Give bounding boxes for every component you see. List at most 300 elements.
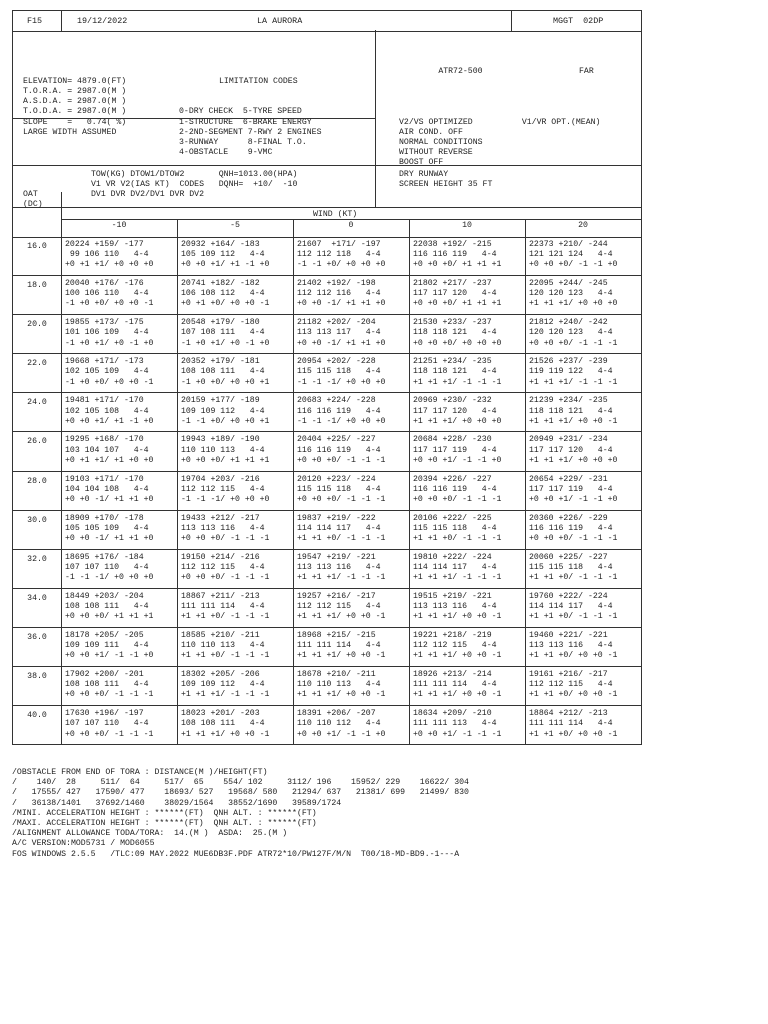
cell-line: +1 +1 +1/ +0 +0 -1 (297, 612, 386, 622)
cell-line: +0 +0 +0/ -1 -1 -1 (413, 494, 502, 504)
cell-line: 103 104 107 4-4 (65, 445, 149, 455)
cell-line: 20654 +229/ -231 (529, 474, 608, 484)
runway-data-line: T.O.D.A. = 2987.0(M ) (23, 107, 127, 117)
runway-condition-line: SCREEN HEIGHT 35 FT (399, 180, 493, 190)
cell-line: 111 111 114 4-4 (413, 680, 497, 690)
cell-line: +1 +1 +1/ +0 +0 -1 (413, 612, 502, 622)
runway-data-line: A.S.D.A. = 2987.0(M ) (23, 97, 127, 107)
table-row (13, 510, 641, 549)
cell-line: 19547 +219/ -221 (297, 552, 376, 562)
table-cell (297, 279, 413, 310)
cell-line: 107 107 110 4-4 (65, 719, 149, 729)
cell-line: -1 -1 +0/ +0 +0 +0 (297, 260, 386, 270)
table-cell (297, 475, 413, 506)
cell-line: +0 +0 +1/ -1 -1 +0 (65, 651, 154, 661)
footer-line: FOS WINDOWS 2.5.5 /TLC:09 MAY.2022 MUE6DB3F.PDF ATR72*10/PW127F/M/N T00/18-MD-BD9.-1---A (12, 849, 460, 859)
runway-condition-line: DRY RUNWAY (399, 170, 449, 179)
cell-line: +0 +0 +0/ +1 +1 +1 (413, 299, 502, 309)
table-cell (181, 357, 297, 388)
cell-line: 102 105 108 4-4 (65, 406, 149, 416)
cell-line: 111 111 114 4-4 (297, 641, 381, 651)
table-cell (297, 514, 413, 545)
cell-line: 116 116 119 4-4 (297, 445, 381, 455)
takeoff-weight-table (12, 237, 642, 745)
cell-line: -1 -1 +0/ +0 +0 +1 (181, 416, 270, 426)
divider (375, 30, 376, 165)
cell-line: +1 +1 +0/ -1 -1 -1 (297, 534, 386, 544)
table-cell (65, 514, 181, 545)
cell-line: 21182 +202/ -204 (297, 318, 376, 328)
table-cell (297, 357, 413, 388)
cell-line: 118 118 121 4-4 (529, 406, 613, 416)
table-cell (529, 514, 645, 545)
table-cell (413, 709, 529, 740)
cell-line: -1 +0 +0/ +0 +0 -1 (65, 299, 154, 309)
cell-line: -1 -1 -1/ +0 +0 +0 (297, 416, 386, 426)
wind-col-minus5: -5 (230, 221, 240, 230)
cell-line: -1 -1 -1/ +0 +0 +0 (65, 573, 154, 583)
chart-date: 19/12/2022 (77, 16, 128, 26)
cell-line: 19810 +222/ -224 (413, 552, 492, 562)
cell-line: +0 +0 +0/ -1 -1 +0 (529, 260, 618, 270)
cell-line: 112 112 116 4-4 (297, 289, 381, 299)
cell-line: 108 108 111 4-4 (65, 680, 149, 690)
table-cell (65, 592, 181, 623)
table-cell (65, 357, 181, 388)
cell-line: 21607 +171/ -197 (297, 240, 381, 249)
table-cell (297, 396, 413, 427)
footer-line: / 140/ 28 511/ 64 517/ 65 554/ 102 3112/ 196 15952/ 229 16622/ 304 (12, 778, 469, 788)
regulation: FAR (579, 66, 594, 76)
limitation-codes-title: LIMITATION CODES (219, 76, 298, 86)
cell-line: 107 108 111 4-4 (181, 328, 265, 338)
divider (61, 432, 62, 470)
footer-line: /OBSTACLE FROM END OF TORA : DISTANCE(M )/HEIGHT(FT) (12, 768, 268, 777)
cell-line: 21402 +192/ -198 (297, 279, 376, 289)
cell-line: 110 110 112 4-4 (297, 719, 381, 729)
table-cell (297, 592, 413, 623)
config-line (399, 107, 600, 117)
cell-line: 20404 +225/ -227 (297, 435, 376, 445)
config-line: V2/VS OPTIMIZED V1/VR OPT.(MEAN) (399, 117, 601, 127)
cell-line: 17630 +196/ -197 (65, 709, 144, 719)
cell-line: 21802 +217/ -237 (413, 279, 492, 289)
cell-line: +0 +0 +0/ -1 -1 -1 (529, 534, 618, 544)
divider (13, 118, 375, 119)
config-line: BOOST OFF (399, 158, 444, 168)
divider (61, 11, 62, 31)
cell-line: -1 +0 +1/ +0 -1 +0 (181, 338, 270, 348)
cell-line: 113 113 117 4-4 (297, 328, 381, 338)
divider (61, 219, 641, 220)
cell-line: +0 +0 -1/ +1 +1 +0 (297, 299, 386, 309)
cell-line: 19460 +221/ -221 (529, 630, 608, 640)
cell-line: 112 112 115 4-4 (181, 484, 265, 494)
cell-line: +1 +1 +0/ -1 -1 -1 (529, 573, 618, 583)
cell-line: +1 +1 +1/ -1 -1 -1 (529, 377, 618, 387)
divider (61, 667, 62, 705)
cell-line: +1 +1 +1/ +0 +0 -1 (297, 651, 386, 661)
cell-line: -1 +0 +1/ +0 -1 +0 (65, 338, 154, 348)
cell-line: 109 109 111 4-4 (65, 641, 149, 651)
runway-data-line: ELEVATION= 4879.0(FT) (23, 76, 127, 86)
cell-line: 109 109 112 4-4 (181, 406, 265, 416)
oat-value: 24.0 (27, 398, 47, 408)
table-cell (529, 631, 645, 662)
cell-line: 120 120 123 4-4 (529, 289, 613, 299)
cell-line: +1 +1 +1/ -1 -1 -1 (413, 573, 502, 583)
cell-line: 22373 +210/ -244 (529, 240, 608, 249)
cell-line: 115 115 118 4-4 (297, 484, 381, 494)
cell-line: 19943 +189/ -190 (181, 435, 260, 445)
table-row (13, 705, 641, 744)
cell-line: +0 +0 +0/ +1 +1 +1 (181, 455, 270, 465)
table-cell (413, 631, 529, 662)
legend-lines (91, 170, 297, 201)
divider (61, 315, 62, 353)
cell-line: -1 -1 -1/ +0 +0 +0 (297, 377, 386, 387)
cell-line: +0 +0 +0/ +1 +1 +1 (65, 612, 154, 622)
cell-line: +0 +0 +1/ -1 -1 -1 (413, 729, 502, 739)
table-cell (297, 709, 413, 740)
footer-line: /ALIGNMENT ALLOWANCE TODA/TORA: 14.(M ) ASDA: 25.(M ) (12, 829, 288, 839)
cell-line: 105 105 109 4-4 (65, 523, 149, 533)
table-cell (413, 318, 529, 349)
footer-line: A/C VERSION:MOD5731 / MOD6055 (12, 839, 155, 849)
divider (61, 472, 62, 510)
table-cell (297, 435, 413, 466)
divider (61, 393, 62, 431)
cell-line: 20932 +164/ -183 (181, 240, 260, 249)
table-cell (413, 475, 529, 506)
cell-line: 17902 +200/ -201 (65, 670, 144, 680)
cell-line: +0 +1 +1/ +0 +0 +0 (65, 260, 154, 270)
table-cell (297, 318, 413, 349)
cell-line: 19433 +212/ -217 (181, 513, 260, 523)
table-row (13, 549, 641, 588)
cell-line: 109 109 112 4-4 (181, 680, 265, 690)
cell-line: +0 +0 -1/ +1 +1 +0 (65, 534, 154, 544)
oat-column-label: OAT (DC) (23, 190, 43, 210)
cell-line: +1 +1 +1/ +0 +0 -1 (413, 690, 502, 700)
cell-line: 116 116 119 4-4 (529, 523, 613, 533)
config-line: NORMAL CONDITIONS (399, 137, 483, 147)
table-row (13, 237, 641, 275)
table-cell (413, 592, 529, 623)
table-cell (413, 279, 529, 310)
cell-line: 20684 +228/ -230 (413, 435, 492, 445)
cell-line: +1 +1 +0/ +0 +0 -1 (529, 651, 618, 661)
cell-line: 101 106 109 4-4 (65, 328, 149, 338)
cell-line: 19855 +173/ -175 (65, 318, 144, 328)
oat-value: 16.0 (27, 242, 47, 251)
cell-line: 119 119 122 4-4 (529, 367, 613, 377)
wind-col-20: 20 (578, 221, 588, 230)
cell-line: 20224 +159/ -177 (65, 240, 144, 249)
cell-line: 19515 +219/ -221 (413, 591, 492, 601)
table-cell (413, 670, 529, 701)
cell-line: +1 +1 +1/ +0 +0 -1 (413, 651, 502, 661)
cell-line: 116 116 119 4-4 (297, 406, 381, 416)
cell-line: +0 +0 +0/ -1 -1 -1 (297, 494, 386, 504)
cell-line: 117 117 120 4-4 (529, 445, 613, 455)
cell-line: 113 113 116 4-4 (413, 602, 497, 612)
cell-line: 18449 +203/ -204 (65, 591, 144, 601)
cell-line: 18867 +211/ -213 (181, 591, 260, 601)
cell-line: +0 +0 +0/ -1 -1 -1 (65, 690, 154, 700)
cell-line: +1 +1 +0/ -1 -1 -1 (181, 612, 270, 622)
cell-line: +1 +1 +1/ +0 +0 -1 (297, 690, 386, 700)
cell-line: 121 121 124 4-4 (529, 250, 613, 260)
cell-line: 110 110 113 4-4 (297, 680, 381, 690)
cell-line: 19103 +171/ -170 (65, 474, 144, 484)
cell-line: 113 113 116 4-4 (181, 523, 265, 533)
cell-line: 112 112 118 4-4 (297, 250, 381, 260)
cell-line: 19481 +171/ -170 (65, 396, 144, 406)
wind-col-minus10: -10 (111, 221, 127, 230)
oat-value: 40.0 (27, 711, 47, 721)
cell-line: 22038 +192/ -215 (413, 240, 492, 249)
table-cell (181, 631, 297, 662)
table-row (13, 275, 641, 314)
cell-line: 116 116 119 4-4 (413, 484, 497, 494)
cell-line: 112 112 115 4-4 (181, 562, 265, 572)
table-row (13, 627, 641, 666)
table-row (13, 353, 641, 392)
table-cell (529, 553, 645, 584)
oat-value: 38.0 (27, 672, 47, 682)
divider (61, 628, 62, 666)
cell-line: 110 110 113 4-4 (181, 445, 265, 455)
cell-line: 114 114 117 4-4 (297, 523, 381, 533)
cell-line: 20060 +225/ -227 (529, 552, 608, 562)
cell-line: 20159 +177/ -189 (181, 396, 260, 406)
cell-line: 20352 +179/ -181 (181, 357, 260, 367)
cell-line: +1 +1 +1/ +0 +0 -1 (181, 729, 270, 739)
cell-line: 113 113 116 4-4 (297, 562, 381, 572)
table-cell (529, 709, 645, 740)
table-cell (297, 670, 413, 701)
cell-line: +1 +1 +1/ -1 -1 -1 (297, 573, 386, 583)
cell-line: +0 +0 +0/ +0 +0 +0 (413, 338, 502, 348)
cell-line: 22095 +244/ -245 (529, 279, 608, 289)
config-lines (399, 107, 600, 168)
cell-line: 20683 +224/ -228 (297, 396, 376, 406)
chart-footer (12, 768, 469, 860)
runway-data-lines (23, 77, 126, 138)
cell-line: 19760 +222/ -224 (529, 591, 608, 601)
cell-line: +1 +1 +1/ -1 -1 -1 (413, 377, 502, 387)
cell-line: 111 111 114 4-4 (181, 602, 265, 612)
cell-line: 100 106 110 4-4 (65, 289, 149, 299)
page-id: F15 (27, 16, 43, 26)
table-cell (65, 670, 181, 701)
table-cell (529, 279, 645, 310)
table-cell (297, 631, 413, 662)
cell-line: 118 118 121 4-4 (413, 367, 497, 377)
table-cell (413, 357, 529, 388)
divider (61, 511, 62, 549)
table-cell (413, 396, 529, 427)
limitation-code-line: 4-OBSTACLE 9-VMC (179, 148, 273, 158)
cell-line: +0 +0 -1/ +1 +1 +0 (297, 338, 386, 348)
oat-value: 30.0 (27, 515, 47, 525)
table-cell (297, 553, 413, 584)
cell-line: 117 117 119 4-4 (413, 445, 497, 455)
table-cell (529, 240, 645, 271)
table-cell (181, 553, 297, 584)
cell-line: +0 +0 +0/ -1 -1 -1 (181, 573, 270, 583)
cell-line: 19257 +216/ -217 (297, 591, 376, 601)
cell-line: 117 117 120 4-4 (413, 406, 497, 416)
cell-line: 19668 +171/ -173 (65, 357, 144, 367)
cell-line: 108 108 111 4-4 (181, 719, 265, 729)
table-cell (181, 514, 297, 545)
cell-line: 112 112 115 4-4 (297, 602, 381, 612)
wind-col-0: 0 (348, 221, 354, 230)
cell-line: 113 113 116 4-4 (529, 641, 613, 651)
cell-line: 115 115 118 4-4 (413, 523, 497, 533)
cell-line: +0 +0 -1/ +1 +1 +0 (65, 494, 154, 504)
cell-line: 105 109 112 4-4 (181, 250, 265, 260)
cell-line: +1 +1 +1/ +0 +0 +0 (413, 416, 502, 426)
table-row (13, 392, 641, 431)
airport-info-box (12, 30, 642, 166)
cell-line: 108 108 111 4-4 (181, 367, 265, 377)
table-cell (181, 279, 297, 310)
cell-line: 18023 +201/ -203 (181, 709, 260, 719)
cell-line: 19161 +216/ -217 (529, 670, 608, 680)
cell-line: 19221 +218/ -219 (413, 630, 492, 640)
oat-value: 36.0 (27, 632, 47, 642)
cell-line: 20969 +230/ -232 (413, 396, 492, 406)
cell-line: 107 107 110 4-4 (65, 562, 149, 572)
cell-line: 19295 +168/ -170 (65, 435, 144, 445)
table-row (13, 588, 641, 627)
cell-line: 20040 +176/ -176 (65, 279, 144, 289)
conditions-box (12, 165, 642, 208)
table-cell (529, 592, 645, 623)
limitation-code-line: 0-DRY CHECK 5-TYRE SPEED (179, 107, 302, 117)
table-cell (65, 240, 181, 271)
cell-line: 114 114 117 4-4 (413, 562, 497, 572)
divider (61, 276, 62, 314)
table-cell (181, 396, 297, 427)
cell-line: 20360 +226/ -229 (529, 513, 608, 523)
table-cell (529, 670, 645, 701)
cell-line: 20741 +182/ -182 (181, 279, 260, 289)
cell-line: 106 108 112 4-4 (181, 289, 265, 299)
cell-line: 117 117 120 4-4 (413, 289, 497, 299)
cell-line: 104 104 108 4-4 (65, 484, 149, 494)
cell-line: 120 120 123 4-4 (529, 328, 613, 338)
table-cell (413, 240, 529, 271)
cell-line: +0 +1 +0/ +0 +0 -1 (181, 299, 270, 309)
oat-value: 22.0 (27, 359, 47, 369)
runway-code: MGGT 02DP (553, 16, 604, 26)
table-cell (181, 475, 297, 506)
table-cell (529, 396, 645, 427)
runway-data-line: T.O.R.A. = 2987.0(M ) (23, 87, 127, 96)
oat-value: 28.0 (27, 476, 47, 486)
divider (61, 589, 62, 627)
cell-line: -1 +0 +0/ +0 +0 +1 (181, 377, 270, 387)
cell-line: +0 +0 +1/ +1 -1 +0 (181, 260, 270, 270)
legend-line: V1 VR V2(IAS KT) CODES DQNH= +10/ -10 (91, 180, 298, 190)
cell-line: 18909 +170/ -178 (65, 513, 144, 523)
table-cell (181, 709, 297, 740)
config-line: AIR COND. OFF (399, 127, 463, 137)
limitation-code-line: 3-RUNWAY 8-FINAL T.O. (179, 137, 307, 147)
cell-line: +1 +1 +0/ -1 -1 -1 (181, 651, 270, 661)
cell-line: 21239 +234/ -235 (529, 396, 608, 406)
footer-line: / 36138/1401 37692/1460 38029/1564 38552/1690 39589/1724 (12, 798, 342, 808)
footer-line: /MAXI. ACCELERATION HEIGHT : ******(FT) QNH ALT. : ******(FT) (12, 818, 317, 828)
table-cell (65, 709, 181, 740)
wind-col-10: 10 (462, 221, 472, 230)
divider (61, 706, 62, 744)
cell-line: +1 +1 +1/ +0 +0 -1 (529, 416, 618, 426)
cell-line: 18178 +205/ -205 (65, 630, 144, 640)
oat-value: 32.0 (27, 554, 47, 564)
cell-line: 19704 +203/ -216 (181, 474, 260, 484)
cell-line: 20949 +231/ -234 (529, 435, 608, 445)
table-cell (181, 318, 297, 349)
aircraft-type: ATR72-500 (438, 66, 483, 76)
cell-line: +0 +0 +0/ +1 +1 +1 (413, 260, 502, 270)
table-cell (65, 396, 181, 427)
cell-line: 115 115 118 4-4 (297, 367, 381, 377)
cell-line: 21526 +237/ -239 (529, 357, 608, 367)
divider (61, 550, 62, 588)
table-cell (529, 475, 645, 506)
table-cell (181, 670, 297, 701)
cell-line: 116 116 119 4-4 (413, 250, 497, 260)
runway-conditions (399, 170, 492, 190)
cell-line: +1 +1 +1/ +0 +0 +0 (529, 299, 618, 309)
wind-header (12, 207, 642, 238)
cell-line: +0 +0 +1/ +1 -1 +0 (65, 416, 154, 426)
airport-name: LA AURORA (257, 16, 303, 26)
table-cell (181, 240, 297, 271)
table-cell (297, 240, 413, 271)
cell-line: +0 +1 +1/ +1 +0 +0 (65, 455, 154, 465)
cell-line: 18678 +210/ -211 (297, 670, 376, 680)
table-cell (413, 514, 529, 545)
wind-title: WIND (KT) (313, 210, 358, 219)
cell-line: +0 +0 +1/ -1 -1 +0 (297, 729, 386, 739)
limitation-codes-list (179, 107, 322, 158)
cell-line: 118 118 121 4-4 (413, 328, 497, 338)
cell-line: 114 114 117 4-4 (529, 602, 613, 612)
cell-line: 110 110 113 4-4 (181, 641, 265, 651)
cell-line: 18695 +176/ -184 (65, 552, 144, 562)
cell-line: -1 -1 -1/ +0 +0 +0 (181, 494, 270, 504)
oat-value: 20.0 (27, 320, 47, 330)
cell-line: 20548 +179/ -180 (181, 318, 260, 328)
cell-line: +0 +0 +0/ -1 -1 -1 (297, 455, 386, 465)
cell-line: 18864 +212/ -213 (529, 709, 608, 719)
limitation-code-line: 1-STRUCTURE 6-BRAKE ENERGY (179, 117, 312, 127)
cell-line: 20954 +202/ -228 (297, 357, 376, 367)
cell-line: 18968 +215/ -215 (297, 630, 376, 640)
table-cell (65, 553, 181, 584)
cell-line: 18302 +205/ -206 (181, 670, 260, 680)
table-cell (65, 279, 181, 310)
chart-header (12, 10, 642, 32)
legend-line: TOW(KG) DTOW1/DTOW2 QNH=1013.00(HPA) (91, 170, 298, 179)
cell-line: -1 +0 +0/ +0 +0 -1 (65, 377, 154, 387)
